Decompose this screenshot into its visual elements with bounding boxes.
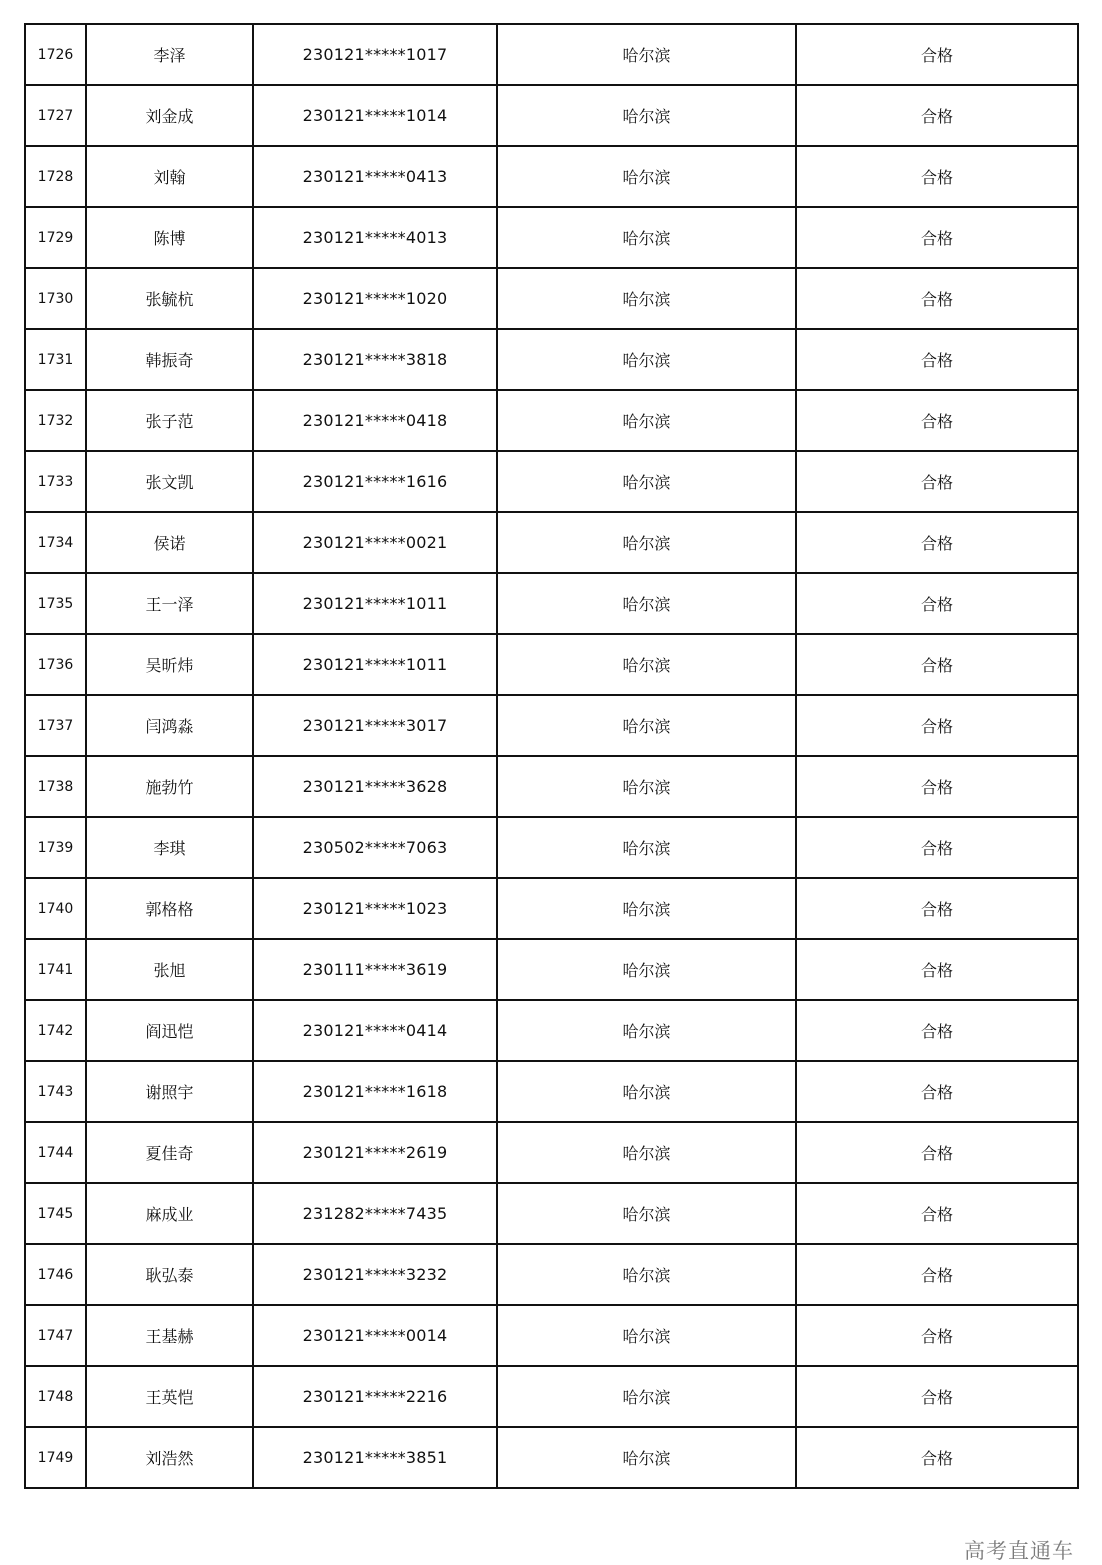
table-row — [25, 1061, 1078, 1122]
status-cell: 合格 — [796, 1183, 1078, 1244]
city-cell: 哈尔滨 — [497, 451, 796, 512]
table-row — [25, 512, 1078, 573]
table-row — [25, 1305, 1078, 1366]
row-number-cell: 1734 — [25, 512, 86, 573]
table-row — [25, 207, 1078, 268]
table-row — [25, 695, 1078, 756]
candidate-name-cell: 吴昕炜 — [86, 634, 253, 695]
candidate-name-cell: 施勃竹 — [86, 756, 253, 817]
row-number-cell: 1737 — [25, 695, 86, 756]
status-cell: 合格 — [796, 390, 1078, 451]
id-number-cell: 230121*****3851 — [253, 1427, 497, 1488]
city-cell: 哈尔滨 — [497, 817, 796, 878]
row-number-cell: 1731 — [25, 329, 86, 390]
status-cell: 合格 — [796, 146, 1078, 207]
status-cell: 合格 — [796, 817, 1078, 878]
candidate-name-cell: 张毓杭 — [86, 268, 253, 329]
status-cell: 合格 — [796, 1000, 1078, 1061]
table-row — [25, 1366, 1078, 1427]
table-row — [25, 85, 1078, 146]
row-number-cell: 1749 — [25, 1427, 86, 1488]
table-row — [25, 146, 1078, 207]
candidate-name-cell: 韩振奇 — [86, 329, 253, 390]
candidate-name-cell: 麻成业 — [86, 1183, 253, 1244]
city-cell: 哈尔滨 — [497, 878, 796, 939]
table-row — [25, 1000, 1078, 1061]
id-number-cell: 230121*****1014 — [253, 85, 497, 146]
table-row — [25, 634, 1078, 695]
city-cell: 哈尔滨 — [497, 268, 796, 329]
id-number-cell: 230121*****0414 — [253, 1000, 497, 1061]
id-number-cell: 231282*****7435 — [253, 1183, 497, 1244]
city-cell: 哈尔滨 — [497, 573, 796, 634]
table-row — [25, 1122, 1078, 1183]
status-cell: 合格 — [796, 512, 1078, 573]
table-row — [25, 1183, 1078, 1244]
id-number-cell: 230121*****1616 — [253, 451, 497, 512]
status-cell: 合格 — [796, 1122, 1078, 1183]
city-cell: 哈尔滨 — [497, 512, 796, 573]
id-number-cell: 230121*****0413 — [253, 146, 497, 207]
id-number-cell: 230121*****0418 — [253, 390, 497, 451]
candidate-name-cell: 王基赫 — [86, 1305, 253, 1366]
candidate-name-cell: 郭格格 — [86, 878, 253, 939]
results-table-body — [25, 24, 1078, 1488]
status-cell: 合格 — [796, 573, 1078, 634]
row-number-cell: 1748 — [25, 1366, 86, 1427]
table-row — [25, 1244, 1078, 1305]
table-row — [25, 1427, 1078, 1488]
city-cell: 哈尔滨 — [497, 1000, 796, 1061]
candidate-name-cell: 李泽 — [86, 24, 253, 85]
city-cell: 哈尔滨 — [497, 1427, 796, 1488]
results-table-container — [24, 23, 1077, 1489]
city-cell: 哈尔滨 — [497, 695, 796, 756]
table-row — [25, 878, 1078, 939]
id-number-cell: 230121*****1017 — [253, 24, 497, 85]
row-number-cell: 1733 — [25, 451, 86, 512]
row-number-cell: 1738 — [25, 756, 86, 817]
city-cell: 哈尔滨 — [497, 146, 796, 207]
city-cell: 哈尔滨 — [497, 756, 796, 817]
id-number-cell: 230121*****3628 — [253, 756, 497, 817]
candidate-name-cell: 侯诺 — [86, 512, 253, 573]
table-row — [25, 756, 1078, 817]
city-cell: 哈尔滨 — [497, 329, 796, 390]
status-cell: 合格 — [796, 85, 1078, 146]
row-number-cell: 1727 — [25, 85, 86, 146]
id-number-cell: 230121*****0014 — [253, 1305, 497, 1366]
row-number-cell: 1740 — [25, 878, 86, 939]
table-row — [25, 329, 1078, 390]
id-number-cell: 230121*****3818 — [253, 329, 497, 390]
id-number-cell: 230121*****1020 — [253, 268, 497, 329]
status-cell: 合格 — [796, 756, 1078, 817]
city-cell: 哈尔滨 — [497, 1183, 796, 1244]
candidate-name-cell: 刘翰 — [86, 146, 253, 207]
status-cell: 合格 — [796, 1366, 1078, 1427]
candidate-name-cell: 张旭 — [86, 939, 253, 1000]
city-cell: 哈尔滨 — [497, 1366, 796, 1427]
row-number-cell: 1743 — [25, 1061, 86, 1122]
city-cell: 哈尔滨 — [497, 85, 796, 146]
city-cell: 哈尔滨 — [497, 1061, 796, 1122]
status-cell: 合格 — [796, 207, 1078, 268]
status-cell: 合格 — [796, 268, 1078, 329]
row-number-cell: 1729 — [25, 207, 86, 268]
candidate-name-cell: 夏佳奇 — [86, 1122, 253, 1183]
row-number-cell: 1744 — [25, 1122, 86, 1183]
city-cell: 哈尔滨 — [497, 1122, 796, 1183]
table-row — [25, 451, 1078, 512]
id-number-cell: 230121*****0021 — [253, 512, 497, 573]
table-row — [25, 268, 1078, 329]
candidate-name-cell: 张文凯 — [86, 451, 253, 512]
status-cell: 合格 — [796, 634, 1078, 695]
candidate-name-cell: 闫鸿淼 — [86, 695, 253, 756]
results-table — [24, 23, 1079, 1489]
table-row — [25, 573, 1078, 634]
id-number-cell: 230121*****1618 — [253, 1061, 497, 1122]
city-cell: 哈尔滨 — [497, 1305, 796, 1366]
row-number-cell: 1745 — [25, 1183, 86, 1244]
id-number-cell: 230121*****1023 — [253, 878, 497, 939]
id-number-cell: 230121*****4013 — [253, 207, 497, 268]
status-cell: 合格 — [796, 329, 1078, 390]
id-number-cell: 230502*****7063 — [253, 817, 497, 878]
city-cell: 哈尔滨 — [497, 24, 796, 85]
row-number-cell: 1742 — [25, 1000, 86, 1061]
status-cell: 合格 — [796, 1061, 1078, 1122]
status-cell: 合格 — [796, 878, 1078, 939]
id-number-cell: 230121*****3232 — [253, 1244, 497, 1305]
row-number-cell: 1732 — [25, 390, 86, 451]
row-number-cell: 1736 — [25, 634, 86, 695]
row-number-cell: 1747 — [25, 1305, 86, 1366]
status-cell: 合格 — [796, 1244, 1078, 1305]
status-cell: 合格 — [796, 451, 1078, 512]
status-cell: 合格 — [796, 1427, 1078, 1488]
id-number-cell: 230111*****3619 — [253, 939, 497, 1000]
row-number-cell: 1730 — [25, 268, 86, 329]
city-cell: 哈尔滨 — [497, 634, 796, 695]
candidate-name-cell: 耿弘泰 — [86, 1244, 253, 1305]
id-number-cell: 230121*****2216 — [253, 1366, 497, 1427]
candidate-name-cell: 陈博 — [86, 207, 253, 268]
candidate-name-cell: 王一泽 — [86, 573, 253, 634]
candidate-name-cell: 谢照宇 — [86, 1061, 253, 1122]
watermark: 高考直通车 — [964, 1539, 1074, 1563]
row-number-cell: 1746 — [25, 1244, 86, 1305]
row-number-cell: 1726 — [25, 24, 86, 85]
id-number-cell: 230121*****1011 — [253, 573, 497, 634]
status-cell: 合格 — [796, 24, 1078, 85]
status-cell: 合格 — [796, 939, 1078, 1000]
table-row — [25, 24, 1078, 85]
id-number-cell: 230121*****2619 — [253, 1122, 497, 1183]
candidate-name-cell: 阎迅恺 — [86, 1000, 253, 1061]
candidate-name-cell: 李琪 — [86, 817, 253, 878]
candidate-name-cell: 刘浩然 — [86, 1427, 253, 1488]
city-cell: 哈尔滨 — [497, 207, 796, 268]
id-number-cell: 230121*****3017 — [253, 695, 497, 756]
row-number-cell: 1741 — [25, 939, 86, 1000]
id-number-cell: 230121*****1011 — [253, 634, 497, 695]
status-cell: 合格 — [796, 1305, 1078, 1366]
row-number-cell: 1739 — [25, 817, 86, 878]
candidate-name-cell: 张子范 — [86, 390, 253, 451]
table-row — [25, 390, 1078, 451]
city-cell: 哈尔滨 — [497, 1244, 796, 1305]
table-row — [25, 939, 1078, 1000]
row-number-cell: 1728 — [25, 146, 86, 207]
table-row — [25, 817, 1078, 878]
row-number-cell: 1735 — [25, 573, 86, 634]
city-cell: 哈尔滨 — [497, 390, 796, 451]
city-cell: 哈尔滨 — [497, 939, 796, 1000]
candidate-name-cell: 王英恺 — [86, 1366, 253, 1427]
status-cell: 合格 — [796, 695, 1078, 756]
candidate-name-cell: 刘金成 — [86, 85, 253, 146]
